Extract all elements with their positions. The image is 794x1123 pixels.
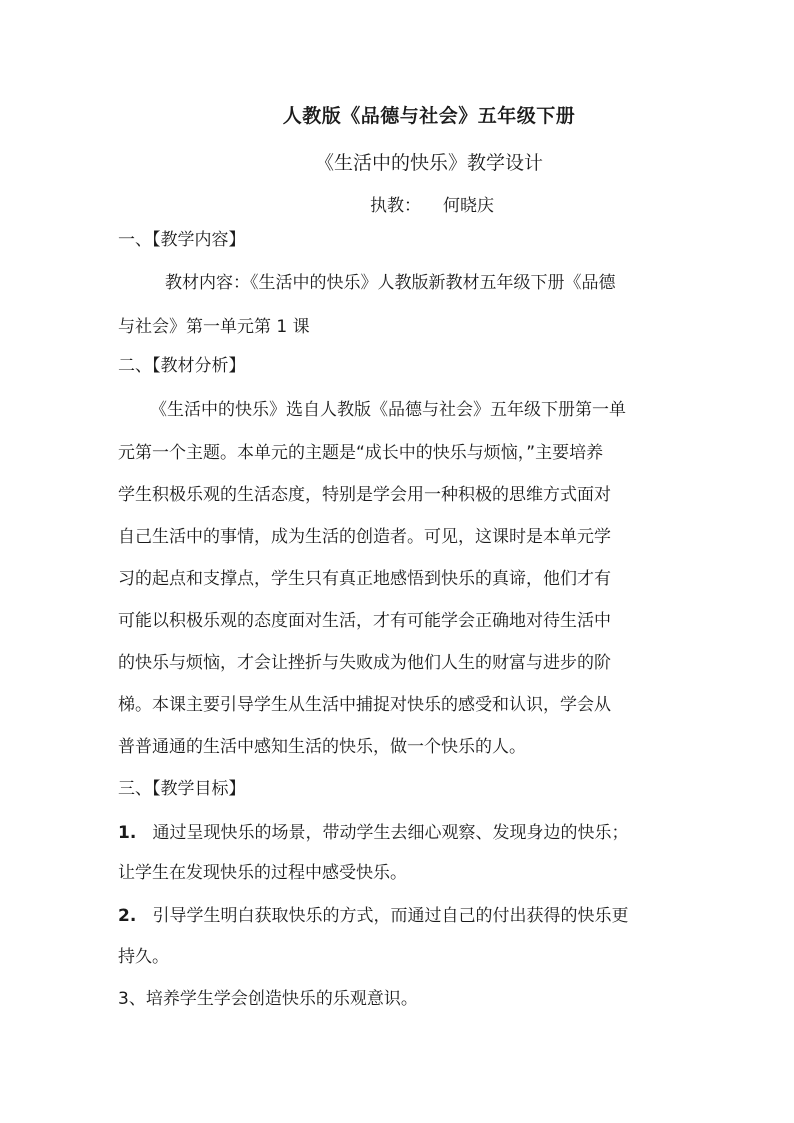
section-heading-analysis: 二、【教材分析】 (118, 356, 246, 376)
teacher-label: 执教： (370, 196, 421, 216)
paragraph-line: 与社会》第一单元第 1 课 (118, 317, 310, 337)
document-subtitle: 《生活中的快乐》教学设计 (314, 152, 543, 174)
goal-text: 通过呈现快乐的场景，带动学生去细心观察、发现身边的快乐； (152, 823, 629, 843)
section-heading-goals: 三、【教学目标】 (118, 779, 246, 799)
paragraph-line: 普普通通的生活中感知生活的快乐，做一个快乐的人。 (118, 737, 526, 757)
paragraph-line: 教材内容：《生活中的快乐》人教版新教材五年级下册《品德 (165, 273, 616, 293)
teacher-name: 何晓庆 (443, 196, 494, 216)
paragraph-line: 梯。本课主要引导学生从生活中捕捉对快乐的感受和认识，学会从 (118, 695, 611, 715)
goal-text: 引导学生明白获取快乐的方式，而通过自己的付出获得的快乐更 (152, 906, 629, 926)
document-title: 人教版《品德与社会》五年级下册 (282, 105, 576, 127)
goal-number: 2. (118, 906, 137, 926)
paragraph-line: 学生积极乐观的生活态度，特别是学会用一种积极的思维方式面对 (118, 485, 611, 505)
goal-item-2 (118, 906, 629, 926)
paragraph-line: 《生活中的快乐》选自人教版《品德与社会》五年级下册第一单 (150, 400, 626, 420)
paragraph-line: 自己生活中的事情，成为生活的创造者。可见，这课时是本单元学 (118, 527, 611, 547)
teacher-line (370, 191, 494, 216)
section-heading-content: 一、【教学内容】 (118, 230, 246, 250)
paragraph-line: 习的起点和支撑点，学生只有真正地感悟到快乐的真谛，他们才有 (118, 569, 611, 589)
goal-text: 、培养学生学会创造快乐的乐观意识。 (128, 989, 418, 1009)
paragraph-line: 元第一个主题。本单元的主题是“成长中的快乐与烦恼，”主要培养 (118, 443, 604, 463)
paragraph-line: 持久。 (118, 947, 169, 967)
goal-number: 3 (118, 989, 129, 1009)
goal-item-3 (118, 989, 418, 1009)
goal-item-1 (118, 823, 629, 843)
paragraph-line: 可能以积极乐观的态度面对生活，才有可能学会正确地对待生活中 (118, 611, 611, 631)
paragraph-line: 让学生在发现快乐的过程中感受快乐。 (118, 863, 407, 883)
goal-number: 1. (118, 823, 137, 843)
paragraph-line: 的快乐与烦恼，才会让挫折与失败成为他们人生的财富与进步的阶 (118, 653, 611, 673)
